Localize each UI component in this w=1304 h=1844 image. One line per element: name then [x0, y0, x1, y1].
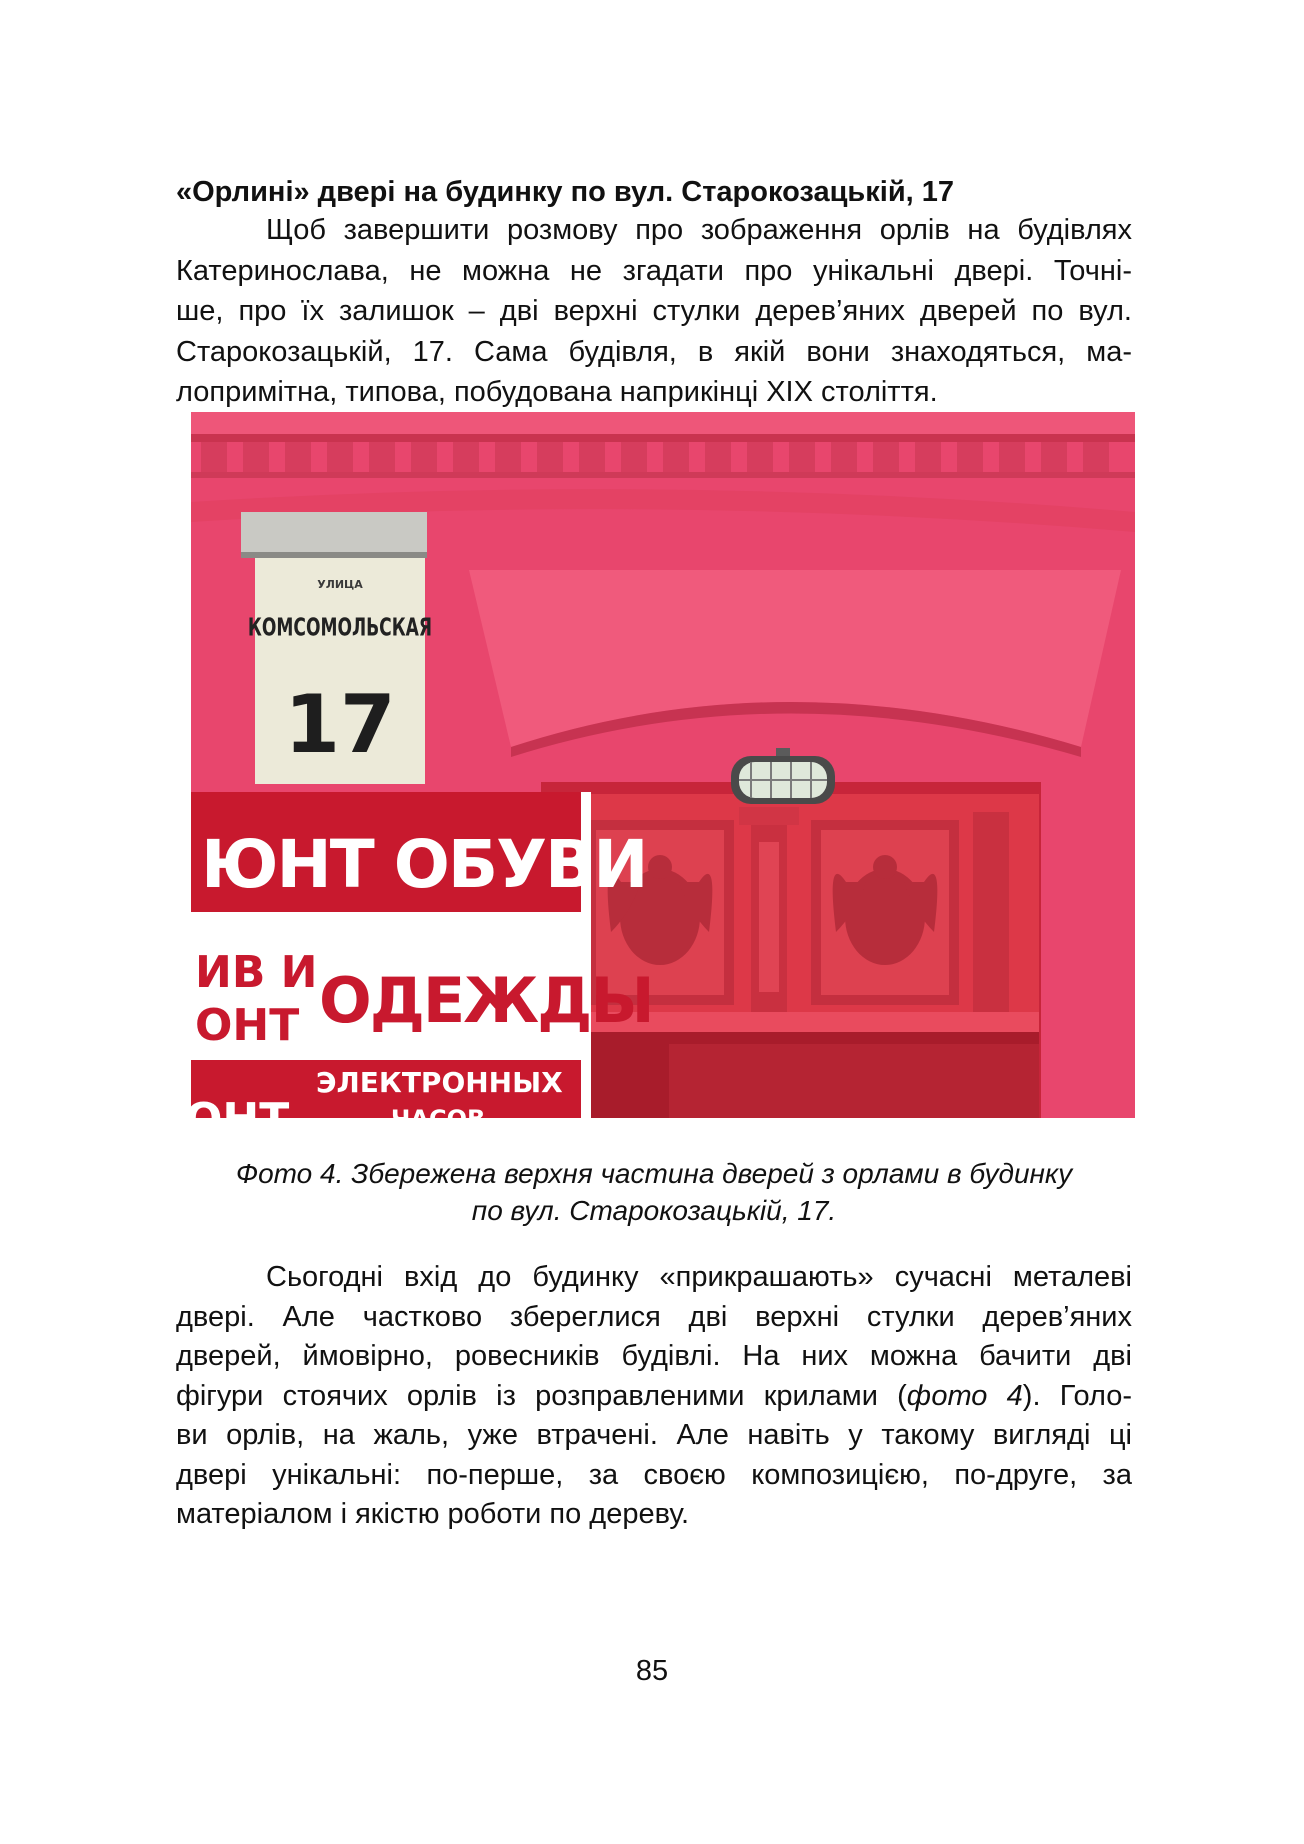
intro-line: ше, про їх залишок – дві верхні стулки дерев’яних дверей по вул.	[176, 295, 1132, 327]
sign-watches: ЧАСОВ	[391, 1105, 486, 1133]
shop-sign	[185, 792, 653, 1145]
photo-caption	[176, 1155, 1132, 1229]
caption-line: по вул. Старокозацькій, 17.	[471, 1195, 837, 1226]
sign-electronic: ЭЛЕКТРОННЫХ	[316, 1066, 563, 1099]
body-line: Сьогодні вхід до будинку «прикрашають» сучасні металеві	[266, 1261, 1132, 1293]
body-line	[176, 1377, 1132, 1417]
plate-number-text: 17	[284, 678, 396, 771]
body-line-4-end: ). Голо-	[1022, 1379, 1133, 1412]
body-line: дверей, ймовірно, ровесників будівлі. На них можна бачити дві	[176, 1340, 1132, 1372]
plate-street-text: КОМСОМОЛЬСКАЯ	[247, 614, 433, 643]
sign-text-2b: ОНТ	[195, 1000, 300, 1051]
caption-line: Фото 4. Збережена верхня частина дверей з орлами в будинку	[235, 1158, 1073, 1189]
plate-top-text: УЛИЦА	[317, 578, 363, 591]
body-line-4-start: фігури стоячих орлів із розправленими крилами (	[176, 1379, 907, 1412]
body-paragraph	[176, 1258, 1132, 1535]
intro-line: Щоб завершити розмову про зображення орлів на будівлях	[266, 214, 1132, 246]
door-photo	[185, 412, 1135, 1145]
body-line: матеріалом і якістю роботи по дереву.	[176, 1498, 690, 1530]
body-line: двері унікальні: по-перше, за своєю композицією, по-друге, за	[176, 1458, 1132, 1491]
body-line: двері. Але частково збереглися дві верхні стулки дерев’яних	[176, 1300, 1132, 1333]
intro-line: Старокозацькій, 17. Сама будівля, в якій вони знаходяться, ма-	[176, 335, 1132, 368]
sign-text-2a: ИВ И	[195, 947, 318, 998]
sign-repair-shoes: ЮНТ ОБУВИ	[201, 826, 647, 903]
sign-clothes: ОДЕЖДЫ	[319, 964, 653, 1037]
sign-text-5: ОНТ	[185, 1094, 290, 1145]
intro-line: лопримітна, типова, побудована наприкінці ХІХ століття.	[176, 376, 938, 408]
photo-reference: фото 4	[906, 1379, 1023, 1412]
intro-line: Катеринослава, не можна не згадати про унікальні двері. Точні-	[176, 254, 1132, 287]
page-number: 85	[635, 1655, 669, 1687]
section-heading: «Орлині» двері на будинку по вул. Старокозацькій, 17	[176, 176, 955, 208]
body-line: ви орлів, на жаль, уже втрачені. Але навіть у такому вигляді ці	[176, 1419, 1132, 1451]
intro-paragraph	[176, 210, 1132, 413]
street-plate	[241, 512, 432, 784]
